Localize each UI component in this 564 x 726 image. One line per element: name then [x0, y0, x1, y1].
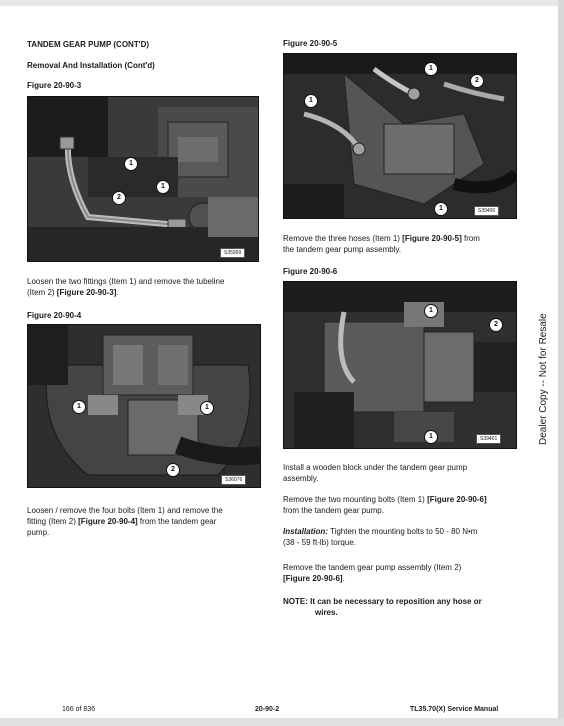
- callout-item-1: 1: [124, 157, 138, 171]
- figure-ref: [Figure 20-90-6]: [283, 574, 343, 583]
- callout-item-1-right: 1: [200, 401, 214, 415]
- callout-item-1-top: 1: [424, 304, 438, 318]
- callout-item-1b: 1: [156, 180, 170, 194]
- page-right-edge: [558, 0, 564, 726]
- pump-bolts-illustration: [28, 325, 260, 487]
- figure-label-3: Figure 20-90-3: [27, 81, 82, 90]
- figure-label-5: Figure 20-90-5: [283, 39, 338, 48]
- figure-20-90-4-photo: [27, 324, 261, 488]
- photo-id-label: S39401: [476, 434, 501, 444]
- page-count: 166 of 836: [62, 706, 96, 713]
- note-label: NOTE:: [283, 597, 308, 606]
- photo-id-label: S35999: [220, 248, 245, 258]
- figure-20-90-6-photo: [283, 281, 517, 449]
- figure-ref: [Figure 20-90-6]: [427, 495, 487, 504]
- installation-paragraph: Installation: Tighten the mounting bolts to 50 - 80 N•m (38 - 59 ft-lb) torque.: [283, 527, 478, 547]
- pump-mounting-illustration: [284, 282, 516, 448]
- figure-label-4: Figure 20-90-4: [27, 311, 82, 320]
- note-paragraph: NOTE: It can be necessary to reposition any hose or wires.: [283, 597, 482, 617]
- callout-item-2: 2: [470, 74, 484, 88]
- callout-item-1-left: 1: [304, 94, 318, 108]
- callout-item-2: 2: [166, 463, 180, 477]
- figure-label-6: Figure 20-90-6: [283, 267, 338, 276]
- pump-tubeline-illustration: [28, 97, 258, 261]
- subsection-title: Removal And Installation (Cont'd): [27, 61, 155, 70]
- section-title: TANDEM GEAR PUMP (CONT'D): [27, 40, 150, 49]
- left-paragraph-2: Loosen / remove the four bolts (Item 1) and remove the fitting (Item 2) [Figure 20-90-4] from the tandem gear pump.: [27, 506, 223, 537]
- callout-item-1-bottom: 1: [424, 430, 438, 444]
- left-paragraph-1: Loosen the two fittings (Item 1) and remove the tubeline (Item 2) [Figure 20-90-3].: [27, 277, 225, 297]
- installation-label: Installation:: [283, 527, 328, 536]
- callout-item-1-left: 1: [72, 400, 86, 414]
- manual-title: TL35.70(X) Service Manual: [410, 706, 499, 713]
- page-top-edge: [0, 0, 564, 6]
- figure-20-90-3-photo: [27, 96, 259, 262]
- figure-ref: [Figure 20-90-5]: [402, 234, 462, 243]
- right-paragraph-1: Remove the three hoses (Item 1) [Figure 20-90-5] from the tandem gear pump assembly.: [283, 234, 480, 254]
- right-paragraph-2: Install a wooden block under the tandem gear pump assembly.: [283, 463, 468, 483]
- figure-20-90-5-photo: [283, 53, 517, 219]
- right-paragraph-5: Remove the tandem gear pump assembly (Item 2) [Figure 20-90-6].: [283, 563, 462, 583]
- callout-item-2: 2: [489, 318, 503, 332]
- figure-ref: [Figure 20-90-3]: [56, 288, 117, 297]
- photo-id-label: S36076: [221, 475, 246, 485]
- page-number: 20-90-2: [255, 706, 280, 713]
- photo-id-label: S39400: [474, 206, 499, 216]
- dealer-copy-watermark: Dealer Copy -- Not for Resale: [538, 313, 549, 445]
- callout-item-1-bottom: 1: [434, 202, 448, 216]
- callout-item-1-top: 1: [424, 62, 438, 76]
- figure-ref: [Figure 20-90-4]: [78, 517, 138, 526]
- callout-item-2: 2: [112, 191, 126, 205]
- right-paragraph-3: Remove the two mounting bolts (Item 1) [Figure 20-90-6] from the tandem gear pump.: [283, 495, 487, 515]
- page-bottom-edge: [0, 718, 564, 726]
